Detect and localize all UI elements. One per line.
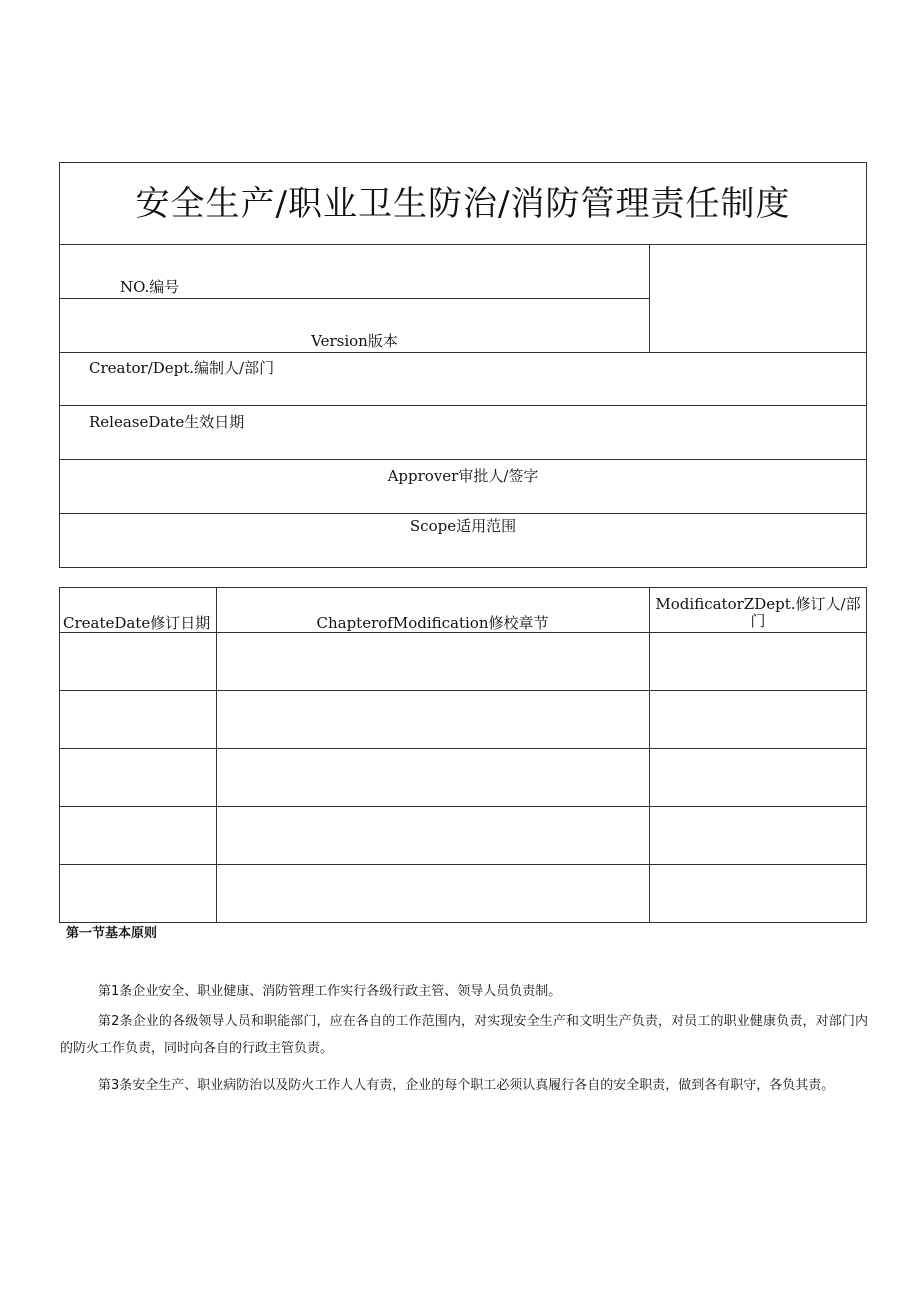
header-modificator: ModificatorZDept.修订人/部门: [655, 595, 861, 630]
revision-row-divider: [59, 690, 867, 691]
info-divider: [59, 298, 650, 299]
revision-row-divider: [59, 806, 867, 807]
header-chapter: ChapterofModification修校章节: [316, 614, 549, 632]
article-1: 第1条企业安全、职业健康、消防管理工作实行各级行政主管、领导人员负责制。: [98, 984, 562, 999]
revision-column-divider: [649, 587, 650, 923]
revision-column-divider: [216, 587, 217, 923]
info-divider: [59, 405, 867, 406]
section-heading: 第一节基本原则: [66, 926, 158, 941]
page-title: 安全生产/职业卫生防治/消防管理责任制度: [135, 184, 791, 224]
info-divider: [59, 513, 867, 514]
article-3: 第3条安全生产、职业病防治以及防火工作人人有责，企业的每个职工必须认真履行各自的安全职责，做到各有职守，各负其责。: [98, 1078, 835, 1093]
info-divider: [59, 459, 867, 460]
article-2: 第2条企业的各级领导人员和职能部门，应在各自的工作范围内，对实现安全生产和文明生产负责，对员工的职业健康负责，对部门内的防火工作负责，同时向各自的行政主管负责。: [60, 1014, 868, 1056]
no-label: NO.编号: [120, 278, 180, 296]
approver-label: Approver审批人/签字: [387, 467, 539, 485]
scope-label: Scope适用范围: [409, 517, 517, 535]
info-divider: [59, 352, 867, 353]
header-create-date: CreateDate修订日期: [63, 614, 211, 632]
creator-label: Creator/Dept.编制人/部门: [89, 359, 275, 377]
revision-row-divider: [59, 748, 867, 749]
revision-table: [59, 587, 867, 923]
revision-row-divider: [59, 632, 867, 633]
version-label: Version版本: [311, 332, 398, 350]
release-date-label: ReleaseDate生效日期: [89, 413, 245, 431]
revision-row-divider: [59, 864, 867, 865]
info-divider: [59, 244, 867, 245]
